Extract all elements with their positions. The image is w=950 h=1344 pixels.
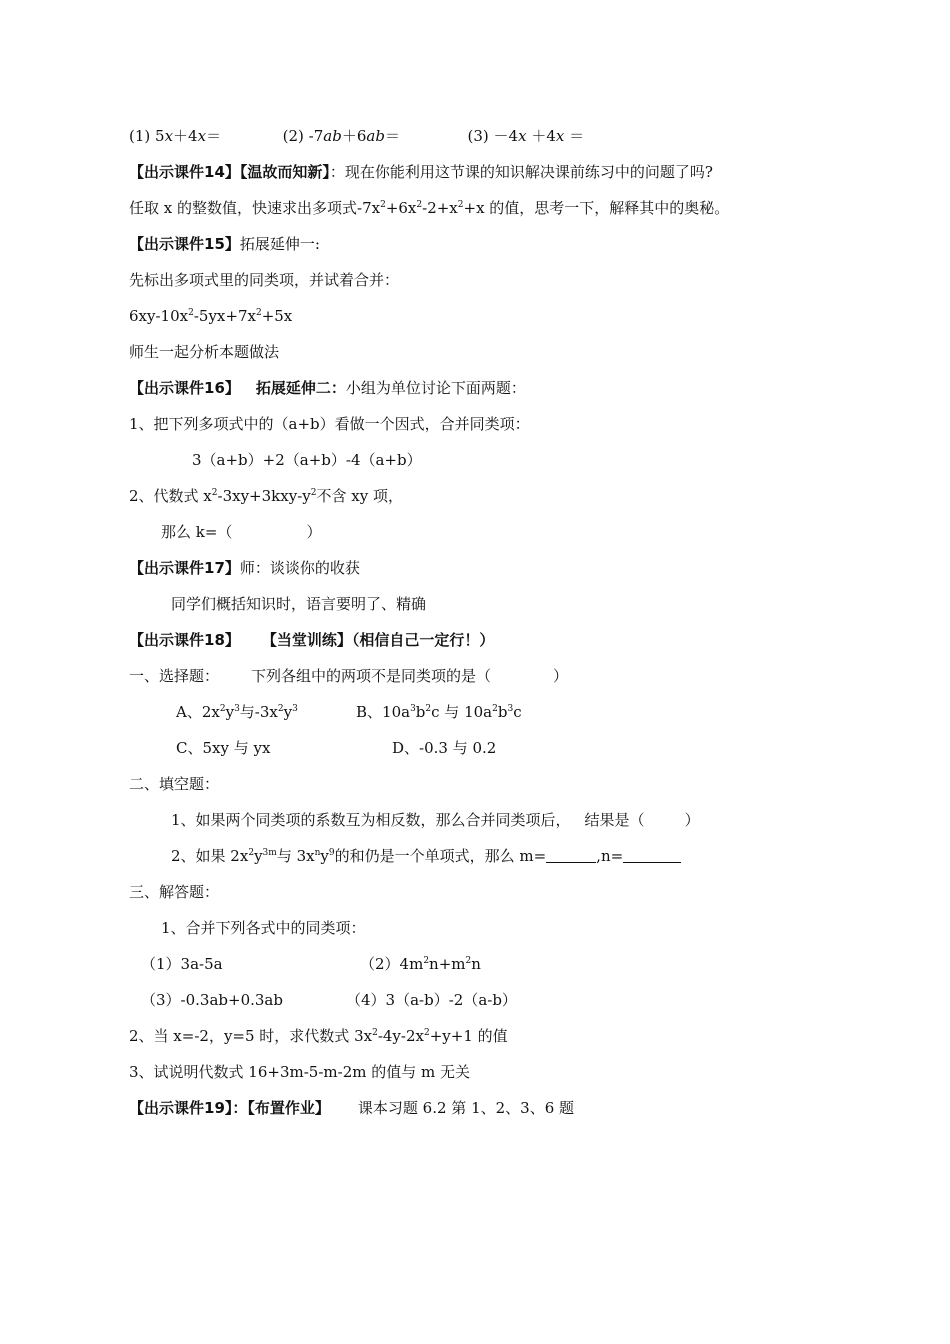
text: 那么 k=（ bbox=[161, 523, 233, 541]
problem-3-number: (3) bbox=[467, 127, 489, 145]
text: -2+x bbox=[422, 199, 458, 217]
text: +5x bbox=[261, 307, 293, 325]
text: ,n= bbox=[596, 847, 624, 865]
solve-1-part-1 bbox=[141, 954, 223, 974]
exponent: 2 bbox=[423, 1028, 430, 1038]
fill-heading bbox=[129, 774, 219, 794]
choice-d bbox=[392, 738, 496, 758]
text: B、10a bbox=[356, 703, 411, 721]
text: y bbox=[283, 703, 293, 721]
text: ：现在你能利用这节课的知识解决课前练习中的问题了吗? bbox=[329, 163, 713, 181]
section-18-heading bbox=[129, 630, 494, 650]
text: -5yx+7x bbox=[193, 307, 256, 325]
exponent: 2 bbox=[380, 200, 386, 210]
solve-1-part-3 bbox=[141, 990, 283, 1010]
text: 5 bbox=[155, 127, 165, 145]
text: 同学们概括知识时，语言要明了、精确 bbox=[171, 595, 427, 613]
exponent: 2 bbox=[465, 956, 472, 966]
text: ＝ bbox=[384, 127, 400, 145]
text: 先标出多项式里的同类项，并试着合并： bbox=[129, 271, 400, 289]
var: ab bbox=[366, 127, 385, 145]
exponent: 2 bbox=[423, 956, 430, 966]
section-16-heading bbox=[129, 378, 526, 398]
text: ） bbox=[684, 811, 700, 829]
text: （1）3a-5a bbox=[141, 955, 223, 973]
text: -7 bbox=[308, 127, 324, 145]
slide-tag: 【出示课件14】 bbox=[129, 163, 240, 181]
text: -4y-2x bbox=[377, 1027, 424, 1045]
problem-1-number: (1) bbox=[129, 127, 151, 145]
exponent: 3 bbox=[507, 704, 514, 714]
text: 3、试说明代数式 16+3m-5-m-2m 的值与 m 无关 bbox=[129, 1063, 471, 1081]
text: ＋4 bbox=[173, 127, 198, 145]
choice-a bbox=[176, 702, 298, 722]
answer-blank-n[interactable] bbox=[623, 848, 681, 863]
exponent: 2 bbox=[425, 704, 432, 714]
section-17-heading bbox=[129, 558, 360, 578]
exponent: 2 bbox=[492, 704, 498, 714]
text: 6xy-10x bbox=[129, 307, 189, 325]
section-title: 【布置作业】 bbox=[247, 1099, 330, 1117]
var: x bbox=[518, 127, 527, 145]
text: n+m bbox=[429, 955, 466, 973]
text: ＝ bbox=[206, 127, 222, 145]
text: A、2x bbox=[176, 703, 220, 721]
solve-1-part-4 bbox=[346, 990, 517, 1010]
text: n bbox=[471, 955, 481, 973]
text: 师生一起分析本题做法 bbox=[129, 343, 280, 361]
text: y bbox=[225, 703, 235, 721]
section-15-heading bbox=[129, 234, 320, 254]
text: 1、如果两个同类项的系数互为相反数，那么合并同类项后， bbox=[171, 811, 571, 829]
text: -3xy+3kxy-y bbox=[217, 487, 311, 505]
text: b bbox=[415, 703, 426, 721]
choice-c bbox=[176, 738, 270, 758]
text: 的和仍是一个单项式，那么 m= bbox=[334, 847, 547, 865]
section-15-note bbox=[129, 342, 279, 362]
exercise-line-1 bbox=[129, 126, 584, 146]
text: 1、把下列多项式中的（a+b）看做一个因式，合并同类项： bbox=[129, 415, 530, 433]
exponent: 3m bbox=[262, 848, 277, 858]
text: ＋6 bbox=[341, 127, 367, 145]
section-15-instruction bbox=[129, 270, 399, 290]
text: 2、当 x=-2，y=5 时，求代数式 3x bbox=[129, 1027, 373, 1045]
text: c 与 10a bbox=[431, 703, 493, 721]
exponent: 2 bbox=[310, 488, 317, 498]
exponent: 2 bbox=[255, 308, 262, 318]
text: C、5xy 与 yx bbox=[176, 739, 271, 757]
exponent: 3 bbox=[234, 704, 240, 714]
text: 与-3x bbox=[239, 703, 278, 721]
choice-b bbox=[356, 702, 522, 722]
exponent: 2 bbox=[277, 704, 284, 714]
text: ： bbox=[232, 1099, 248, 1117]
text: +6x bbox=[385, 199, 417, 217]
slide-tag: 【出示课件17】 bbox=[129, 559, 240, 577]
slide-tag: 【出示课件15】 bbox=[129, 235, 240, 253]
section-title: 【当堂训练】（相信自己一定行！） bbox=[261, 631, 495, 649]
exponent: 2 bbox=[211, 488, 218, 498]
question-1 bbox=[129, 414, 530, 434]
text: +x 的值，思考一下，解释其中的奥秘。 bbox=[463, 199, 730, 217]
exponent: 2 bbox=[248, 848, 255, 858]
section-title: 【温故而知新】 bbox=[239, 163, 330, 181]
section-17-note bbox=[171, 594, 426, 614]
question-1-expression bbox=[192, 450, 422, 470]
text: 师：谈谈你的收获 bbox=[239, 559, 360, 577]
var: x bbox=[164, 127, 174, 145]
solve-question-2 bbox=[129, 1026, 508, 1046]
section-19-heading bbox=[129, 1098, 574, 1118]
fill-question-1 bbox=[171, 810, 700, 830]
exponent: 2 bbox=[457, 200, 464, 210]
text: 2、代数式 x bbox=[129, 487, 212, 505]
text: 与 3x bbox=[276, 847, 315, 865]
text: （2）4m bbox=[360, 955, 424, 973]
text: 二、填空题： bbox=[129, 775, 220, 793]
exponent: n bbox=[314, 848, 321, 858]
text: c bbox=[513, 703, 522, 721]
exponent: 3 bbox=[292, 704, 298, 714]
exponent: 2 bbox=[372, 1028, 378, 1038]
text: －4 bbox=[493, 127, 519, 145]
slide-tag: 【出示课件19】 bbox=[129, 1099, 233, 1117]
text: （4）3（a-b）-2（a-b） bbox=[346, 991, 517, 1009]
text: 三、解答题： bbox=[129, 883, 220, 901]
text: （3）-0.3ab+0.3ab bbox=[141, 991, 283, 1009]
text: ） bbox=[306, 523, 322, 541]
solve-question-1 bbox=[161, 918, 366, 938]
var: ab bbox=[323, 127, 342, 145]
question-2-answer bbox=[161, 522, 321, 542]
text: b bbox=[497, 703, 508, 721]
text: 下列各组中的两项不是同类项的是（ bbox=[251, 667, 492, 685]
text: 不含 xy 项， bbox=[316, 487, 403, 505]
solve-heading bbox=[129, 882, 219, 902]
text: 3（a+b）+2（a+b）-4（a+b） bbox=[192, 451, 422, 469]
var: x bbox=[197, 127, 207, 145]
var: x bbox=[555, 127, 565, 145]
homework-text: 课本习题 6.2 第 1、2、3、6 题 bbox=[357, 1099, 575, 1117]
slide-tag: 【出示课件18】 bbox=[129, 631, 240, 649]
exponent: 2 bbox=[219, 704, 226, 714]
text: ＋4 bbox=[526, 127, 556, 145]
text: 一、选择题： bbox=[129, 667, 220, 685]
text: ＝ bbox=[564, 127, 585, 145]
problem-2-number: (2) bbox=[282, 127, 304, 145]
text: 任取 x 的整数值，快速求出多项式-7x bbox=[129, 199, 381, 217]
text: 1、合并下列各式中的同类项： bbox=[161, 919, 366, 937]
text: 小组为单位讨论下面两题： bbox=[345, 379, 526, 397]
solve-question-3 bbox=[129, 1062, 470, 1082]
exponent: 9 bbox=[328, 848, 335, 858]
exponent: 2 bbox=[416, 200, 423, 210]
question-2 bbox=[129, 486, 403, 506]
text: 结果是（ bbox=[584, 811, 645, 829]
solve-1-part-2 bbox=[360, 954, 481, 974]
text: +y+1 的值 bbox=[429, 1027, 508, 1045]
section-14-heading bbox=[129, 162, 713, 182]
text: y bbox=[254, 847, 263, 865]
text: 拓展延伸一: bbox=[239, 235, 320, 253]
exponent: 3 bbox=[410, 704, 416, 714]
exponent: 2 bbox=[188, 308, 194, 318]
section-15-polynomial bbox=[129, 306, 292, 326]
slide-tag: 【出示课件16】 bbox=[129, 379, 240, 397]
choice-question bbox=[129, 666, 568, 686]
text: ） bbox=[553, 667, 569, 685]
fill-question-2 bbox=[171, 846, 681, 866]
answer-blank-m[interactable] bbox=[546, 848, 596, 863]
section-title: 拓展延伸二： bbox=[255, 379, 346, 397]
section-14-task bbox=[129, 198, 729, 218]
text: 2、如果 2x bbox=[171, 847, 249, 865]
text: y bbox=[320, 847, 329, 865]
text: D、-0.3 与 0.2 bbox=[392, 739, 497, 757]
